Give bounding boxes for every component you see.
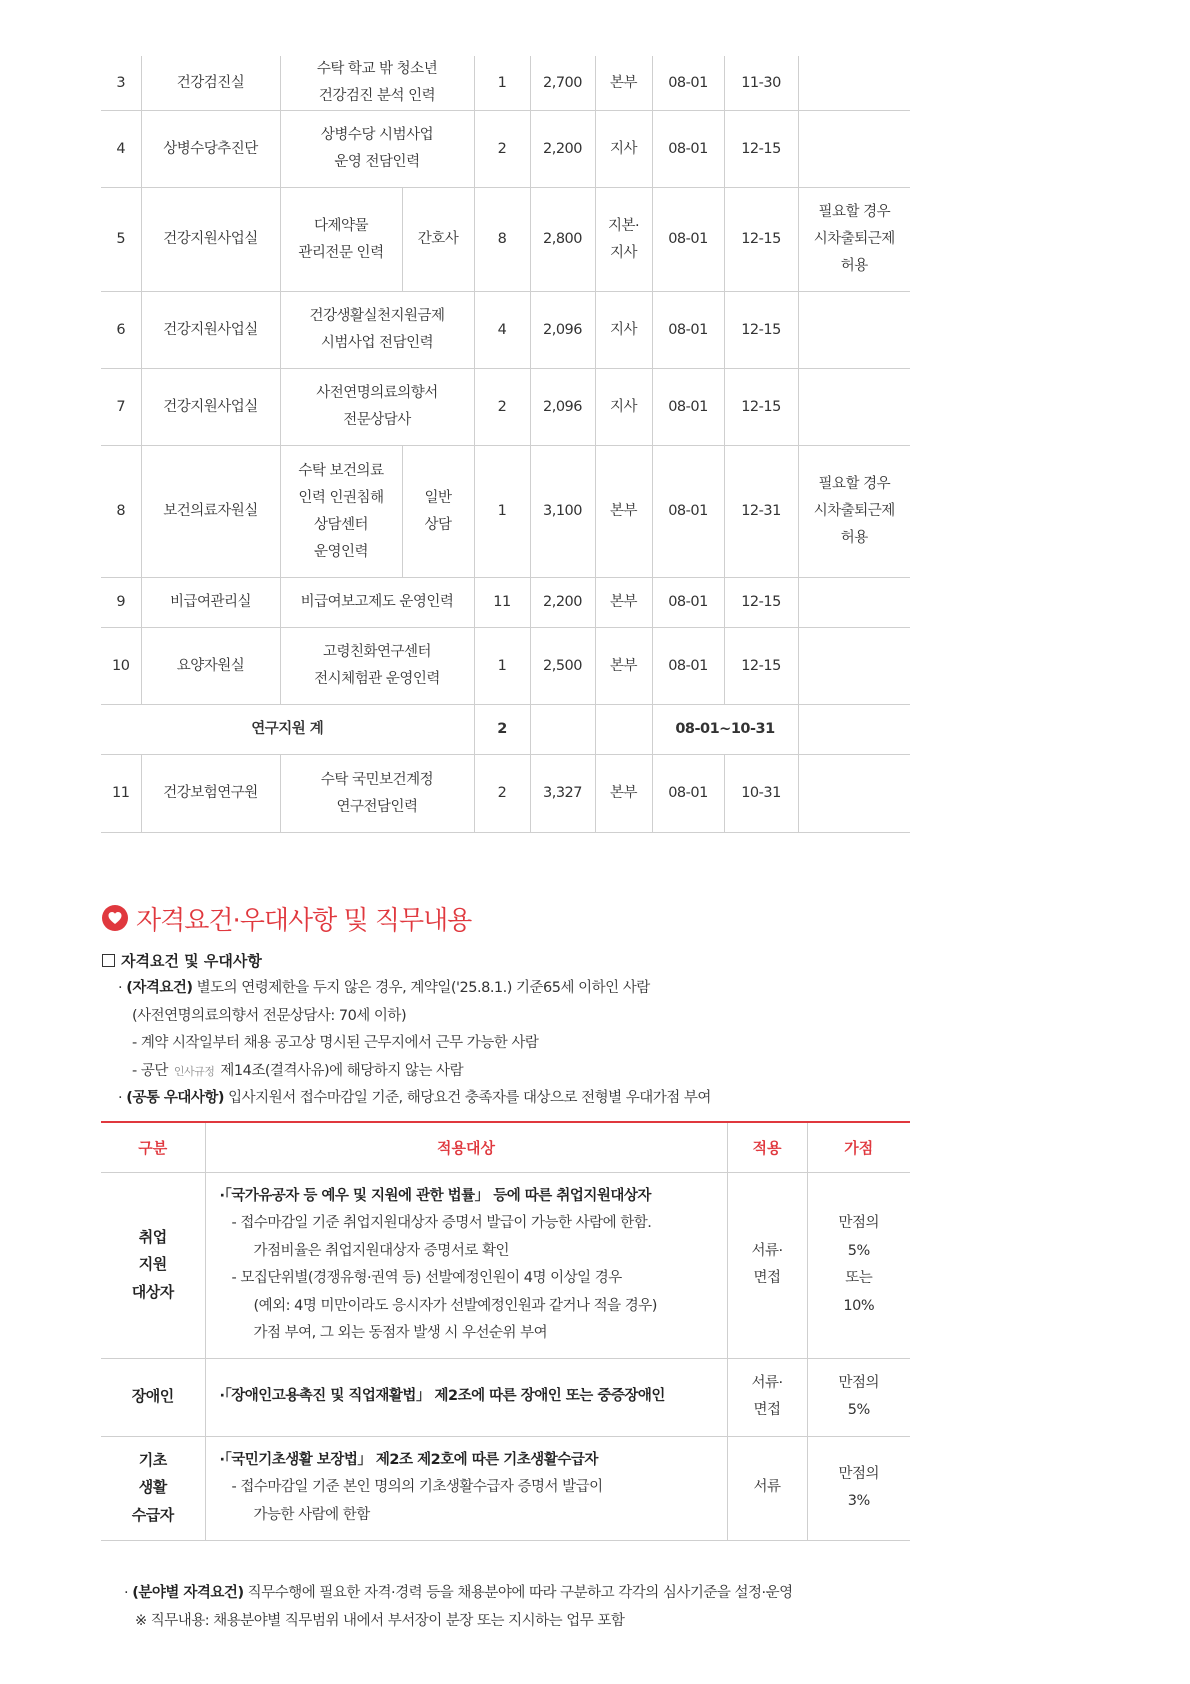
cell-line: 허용 bbox=[840, 258, 868, 274]
start-date-cell: 08-01 bbox=[652, 755, 724, 833]
count-cell: 1 bbox=[474, 446, 530, 578]
cell-line: 서류· bbox=[751, 1374, 783, 1391]
count-cell: 1 bbox=[474, 628, 530, 705]
department-cell: 요양자원실 bbox=[141, 628, 280, 705]
start-date-cell: 08-01 bbox=[652, 56, 724, 111]
square-bullet-icon bbox=[102, 954, 115, 967]
cell-line: 운영인력 bbox=[313, 543, 369, 560]
cell-line: 면접 bbox=[753, 1402, 781, 1418]
qualification-detail: (사전연명의료의향서 전문상담사: 70세 이하) bbox=[132, 1007, 407, 1024]
cell-line: 건강검진 분석 인력 bbox=[318, 88, 436, 104]
cell-line: 인력 인권침해 bbox=[298, 489, 384, 506]
end-date-cell: 12-31 bbox=[724, 446, 798, 578]
cell-line: 본부 bbox=[610, 503, 638, 519]
row-number: 9 bbox=[101, 578, 141, 628]
cell-line: 서류 bbox=[753, 1479, 781, 1496]
cell-line: 상담 bbox=[424, 516, 452, 533]
cell-line: 대상자 bbox=[131, 1282, 174, 1301]
location-cell bbox=[595, 188, 652, 292]
preference-row bbox=[101, 1172, 910, 1358]
cell-line: 사전연명의료의향서 bbox=[316, 385, 438, 401]
cell-line: 필요할 경우 bbox=[818, 476, 891, 492]
start-date-cell: 08-01 bbox=[652, 111, 724, 188]
location-cell: 본부 bbox=[595, 755, 652, 833]
end-date-cell: 12-15 bbox=[724, 188, 798, 292]
category-cell bbox=[101, 1172, 205, 1358]
task-cell bbox=[280, 292, 474, 369]
department-cell: 건강보험연구원 bbox=[141, 755, 280, 833]
note-cell bbox=[798, 755, 910, 833]
header-apply: 적용 bbox=[727, 1122, 807, 1172]
cell-line: 수탁 국민보건계정 bbox=[320, 771, 434, 788]
empty-cell bbox=[530, 705, 595, 755]
pay-cell: 2,700 bbox=[530, 56, 595, 111]
row-number: 4 bbox=[101, 111, 141, 188]
pay-cell: 2,800 bbox=[530, 188, 595, 292]
task-cell bbox=[280, 111, 474, 188]
location-cell bbox=[595, 56, 652, 111]
regulation-tag: 인사규정 bbox=[173, 1064, 215, 1078]
pay-cell: 2,096 bbox=[530, 292, 595, 369]
cell-line: 허용 bbox=[840, 530, 868, 546]
note-cell bbox=[798, 188, 910, 292]
start-date-cell: 08-01 bbox=[652, 292, 724, 369]
cell-line: 수탁 학교 밖 청소년 bbox=[316, 61, 438, 77]
task-cell bbox=[280, 188, 402, 292]
start-date-cell: 08-01 bbox=[652, 188, 724, 292]
table-row bbox=[101, 755, 910, 833]
task-cell bbox=[280, 369, 474, 446]
end-date-cell: 11-30 bbox=[724, 56, 798, 111]
target-detail: - 접수마감일 기준 취업지원대상자 증명서 발급이 가능한 사람에 한함. bbox=[231, 1215, 652, 1231]
pay-cell: 2,096 bbox=[530, 369, 595, 446]
cell-line: 건강생활실천지원금제 bbox=[309, 308, 445, 324]
cell-line: 간호사 bbox=[417, 231, 459, 247]
table-row bbox=[101, 446, 910, 578]
note-cell bbox=[798, 578, 910, 628]
apply-cell bbox=[727, 1172, 807, 1358]
cell-line: 지원 bbox=[138, 1255, 167, 1274]
table-row bbox=[101, 111, 910, 188]
subtotal-count: 2 bbox=[474, 705, 530, 755]
target-cell bbox=[205, 1172, 727, 1358]
cell-line: 시범사업 전담인력 bbox=[320, 335, 434, 351]
count-cell: 11 bbox=[474, 578, 530, 628]
cell-line: 시차출퇴근제 bbox=[813, 231, 895, 247]
recruitment-table-body bbox=[101, 56, 910, 833]
cell-line: 지사 bbox=[610, 321, 638, 338]
target-detail: (예외: 4명 미만이라도 응시자가 선발예정인원과 같거나 적을 경우) bbox=[253, 1297, 657, 1314]
task-cell bbox=[280, 628, 474, 705]
points-cell bbox=[807, 1358, 910, 1436]
table-row bbox=[101, 56, 910, 111]
empty-cell bbox=[595, 705, 652, 755]
start-date-cell: 08-01 bbox=[652, 578, 724, 628]
cell-line: 본부 bbox=[610, 594, 638, 610]
recruitment-table bbox=[101, 56, 910, 833]
job-content-note: ※ 직무내용: 채용분야별 직무범위 내에서 부서장이 분장 또는 지시하는 업무 포함 bbox=[135, 1612, 625, 1629]
cell-line: 시차출퇴근제 bbox=[813, 503, 895, 519]
task-cell bbox=[280, 56, 474, 111]
cell-line: 또는 bbox=[845, 1270, 873, 1286]
start-date-cell: 08-01 bbox=[652, 446, 724, 578]
end-date-cell: 12-15 bbox=[724, 578, 798, 628]
cell-line: 고령친화연구센터 bbox=[322, 644, 432, 660]
count-cell: 2 bbox=[474, 111, 530, 188]
note-cell bbox=[798, 56, 910, 111]
end-date-cell: 12-15 bbox=[724, 369, 798, 446]
category-cell bbox=[101, 1358, 205, 1436]
cell-line: 만점의 bbox=[838, 1465, 880, 1482]
cell-line: 상담센터 bbox=[313, 516, 369, 533]
department-cell: 건강지원사업실 bbox=[141, 188, 280, 292]
cell-line: 5% bbox=[847, 1242, 870, 1259]
end-date-cell: 12-15 bbox=[724, 292, 798, 369]
table-row bbox=[101, 292, 910, 369]
pay-cell: 2,200 bbox=[530, 578, 595, 628]
subtotal-row bbox=[101, 705, 910, 755]
subheading-text: 자격요건 및 우대사항 bbox=[121, 952, 262, 970]
pay-cell: 2,200 bbox=[530, 111, 595, 188]
location-cell bbox=[595, 578, 652, 628]
points-cell bbox=[807, 1436, 910, 1540]
preference-table bbox=[101, 1121, 910, 1541]
location-cell bbox=[595, 111, 652, 188]
apply-cell bbox=[727, 1436, 807, 1540]
count-cell: 2 bbox=[474, 369, 530, 446]
cell-line: 지사 bbox=[610, 244, 638, 261]
task-cell bbox=[280, 578, 474, 628]
end-date-cell: 10-31 bbox=[724, 755, 798, 833]
cell-line: 일반 bbox=[424, 489, 452, 506]
cell-line: 본부 bbox=[610, 657, 638, 674]
end-date-cell: 12-15 bbox=[724, 111, 798, 188]
cell-line: 지본· bbox=[607, 217, 640, 234]
department-cell: 상병수당추진단 bbox=[141, 111, 280, 188]
cell-line: 장애인 bbox=[131, 1387, 174, 1406]
target-detail: 가점비율은 취업지원대상자 증명서로 확인 bbox=[253, 1242, 509, 1259]
department-cell: 건강지원사업실 bbox=[141, 369, 280, 446]
table-row bbox=[101, 188, 910, 292]
row-number: 8 bbox=[101, 446, 141, 578]
target-detail: 가점 부여, 그 외는 동점자 발생 시 우선순위 부여 bbox=[253, 1325, 548, 1341]
location-cell bbox=[595, 292, 652, 369]
qualification-detail: - 계약 시작일부터 채용 공고상 명시된 근무지에서 근무 가능한 사람 bbox=[132, 1035, 539, 1051]
cell-line: 생활 bbox=[138, 1478, 167, 1497]
cell-line: 본부 bbox=[610, 74, 638, 91]
department-cell: 보건의료자원실 bbox=[141, 446, 280, 578]
cell-line: 만점의 bbox=[838, 1374, 880, 1391]
cell-line: 수급자 bbox=[131, 1505, 174, 1524]
target-detail: - 접수마감일 기준 본인 명의의 기초생활수급자 증명서 발급이 bbox=[231, 1479, 603, 1496]
pay-cell: 3,327 bbox=[530, 755, 595, 833]
cell-line: 필요할 경우 bbox=[818, 204, 891, 220]
note-cell bbox=[798, 628, 910, 705]
preference-row bbox=[101, 1436, 910, 1540]
field-qualification-item: · (분야별 자격요건) 직무수행에 필요한 자격·경력 등을 채용분야에 따라 구분하고 각각의 심사기준을 설정·운영 bbox=[124, 1585, 793, 1601]
target-cell bbox=[205, 1358, 727, 1436]
note-cell bbox=[798, 369, 910, 446]
cell-line: 운영 전담인력 bbox=[334, 154, 420, 170]
table-row bbox=[101, 628, 910, 705]
cell-line: 지사 bbox=[610, 398, 638, 415]
cell-line: 10% bbox=[843, 1297, 875, 1314]
target-cell bbox=[205, 1436, 727, 1540]
qualification-list bbox=[118, 975, 711, 1113]
note-cell bbox=[798, 111, 910, 188]
task-type-cell bbox=[402, 446, 474, 578]
start-date-cell: 08-01 bbox=[652, 369, 724, 446]
cell-line: 다제약물 bbox=[313, 217, 369, 234]
section-heading bbox=[101, 898, 471, 938]
common-preference-item: · (공통 우대사항) 입사지원서 접수마감일 기준, 해당요건 충족자를 대상으로 전형별 우대가점 부여 bbox=[118, 1090, 711, 1106]
cell-line: 기초 bbox=[138, 1450, 167, 1469]
row-number: 11 bbox=[101, 755, 141, 833]
count-cell: 2 bbox=[474, 755, 530, 833]
subtotal-label: 연구지원 계 bbox=[101, 705, 474, 755]
start-date-cell: 08-01 bbox=[652, 628, 724, 705]
cell-line: 서류· bbox=[751, 1242, 783, 1259]
category-cell bbox=[101, 1436, 205, 1540]
heart-badge-icon bbox=[101, 904, 129, 932]
qualification-subheading bbox=[102, 950, 262, 971]
end-date-cell: 12-15 bbox=[724, 628, 798, 705]
target-main: ·「국가유공자 등 예우 및 지원에 관한 법률」 등에 따른 취업지원대상자 bbox=[219, 1187, 651, 1204]
preference-header-row bbox=[101, 1122, 910, 1172]
row-number: 3 bbox=[101, 56, 141, 111]
cell-line: 비급여보고제도 운영인력 bbox=[300, 594, 454, 610]
department-cell: 비급여관리실 bbox=[141, 578, 280, 628]
cell-line: 수탁 보건의료 bbox=[298, 462, 384, 479]
target-detail: - 모집단위별(경쟁유형·권역 등) 선발예정인원이 4명 이상일 경우 bbox=[231, 1270, 622, 1286]
preference-table-body bbox=[101, 1172, 910, 1540]
department-cell: 건강검진실 bbox=[141, 56, 280, 111]
count-cell: 1 bbox=[474, 56, 530, 111]
cell-line: 5% bbox=[847, 1402, 870, 1418]
task-cell bbox=[280, 755, 474, 833]
cell-line: 관리전문 인력 bbox=[298, 244, 384, 261]
cell-line: 연구전담인력 bbox=[336, 798, 418, 815]
footer-notes bbox=[124, 1580, 793, 1635]
header-points: 가점 bbox=[807, 1122, 910, 1172]
qualification-item: · (자격요건) 별도의 연령제한을 두지 않은 경우, 계약일('25.8.1.) 기준65세 이하인 사람 bbox=[118, 980, 650, 996]
pay-cell: 2,500 bbox=[530, 628, 595, 705]
apply-cell bbox=[727, 1358, 807, 1436]
row-number: 10 bbox=[101, 628, 141, 705]
header-target: 적용대상 bbox=[205, 1122, 727, 1172]
cell-line: 취업 bbox=[138, 1227, 167, 1246]
empty-cell bbox=[798, 705, 910, 755]
cell-line: 지사 bbox=[610, 140, 638, 157]
qualification-detail: - 공단 인사규정 제14조(결격사유)에 해당하지 않는 사람 bbox=[132, 1062, 464, 1079]
row-number: 5 bbox=[101, 188, 141, 292]
cell-line: 만점의 bbox=[838, 1215, 880, 1231]
table-row bbox=[101, 369, 910, 446]
location-cell bbox=[595, 446, 652, 578]
cell-line: 전시체험관 운영인력 bbox=[314, 671, 440, 687]
target-main: ·「장애인고용촉진 및 직업재활법」 제2조에 따른 장애인 또는 중증장애인 bbox=[219, 1388, 665, 1405]
task-cell bbox=[280, 446, 402, 578]
count-cell: 4 bbox=[474, 292, 530, 369]
target-detail: 가능한 사람에 한함 bbox=[253, 1506, 370, 1523]
task-type-cell bbox=[402, 188, 474, 292]
note-cell bbox=[798, 446, 910, 578]
preference-row bbox=[101, 1358, 910, 1436]
count-cell: 8 bbox=[474, 188, 530, 292]
row-number: 6 bbox=[101, 292, 141, 369]
cell-line: 전문상담사 bbox=[343, 412, 411, 428]
subtotal-period: 08-01~10-31 bbox=[652, 705, 798, 755]
section-title: 자격요건·우대사항 및 직무내용 bbox=[136, 905, 472, 936]
cell-line: 상병수당 시범사업 bbox=[320, 127, 434, 143]
points-cell bbox=[807, 1172, 910, 1358]
note-cell bbox=[798, 292, 910, 369]
table-row bbox=[101, 578, 910, 628]
location-cell bbox=[595, 628, 652, 705]
cell-line: 3% bbox=[847, 1493, 870, 1509]
target-main: ·「국민기초생활 보장법」 제2조 제2호에 따른 기초생활수급자 bbox=[219, 1451, 598, 1468]
row-number: 7 bbox=[101, 369, 141, 446]
header-category: 구분 bbox=[101, 1122, 205, 1172]
cell-line: 면접 bbox=[753, 1270, 781, 1286]
pay-cell: 3,100 bbox=[530, 446, 595, 578]
department-cell: 건강지원사업실 bbox=[141, 292, 280, 369]
location-cell bbox=[595, 369, 652, 446]
